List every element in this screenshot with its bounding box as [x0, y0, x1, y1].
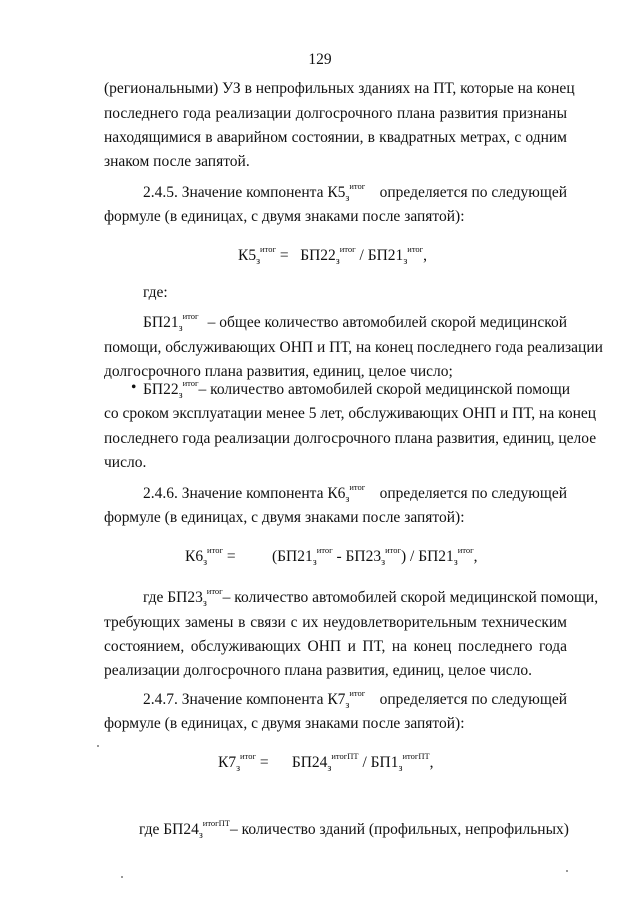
bullet-mark: •	[131, 379, 137, 396]
formula-k7: $К7_з^{итог}$ = $БП24_з^{итогПТ} / БП1_з^{итогПТ}$,	[218, 751, 434, 774]
paragraph-line: требующих замены в связи с их неудовлетворительным техническим	[104, 614, 567, 631]
paragraph-line: формуле (в единицах, с двумя знаками после запятой):	[104, 208, 465, 225]
paragraph-line: находящимися в аварийном состоянии, в квадратных метрах, с одним	[104, 129, 567, 146]
section-2-4-5-heading	[143, 183, 567, 205]
where-label: где:	[143, 284, 168, 301]
paragraph-line: состоянием, обслуживающих ОНП и ПТ, на конец последнего года	[104, 638, 567, 655]
paragraph-line: формуле (в единицах, с двумя знаками после запятой):	[104, 715, 465, 732]
paragraph-line: (региональными) УЗ в непрофильных зданиях на ПТ, которые на конец	[104, 80, 575, 97]
paragraph-line: реализации долгосрочного плана развития, единиц, целое число.	[104, 662, 533, 679]
section-2-4-7-heading: 2.4.7. Значение компонента $К7_з^{итог}$ определяется по следующей	[143, 688, 567, 711]
page-number: 129	[308, 51, 332, 68]
formula-k6-left: $К6_з^{итог}$ =	[185, 545, 236, 568]
definition-bp23: где $БП23_з^{итог}$ – количество автомобилей скорой медицинской помощи,	[143, 586, 599, 609]
definition-bp22: $БП22_з^{итог}$ – количество автомобилей скорой медицинской помощи	[143, 378, 570, 401]
scan-speck	[97, 745, 99, 747]
scan-speck	[566, 870, 568, 872]
section-2-4-6-heading: 2.4.6. Значение компонента $К6_з^{итог}$ определяется по следующей	[143, 482, 567, 505]
paragraph-line: число.	[104, 454, 147, 471]
heading-text: 2.4.5. Значение компонента $К5_з^{итог}$	[143, 181, 366, 204]
heading-text-tail: определяется по следующей	[379, 184, 567, 201]
paragraph-line: последнего года реализации долгосрочного плана развития, единиц, целое	[104, 430, 597, 447]
paragraph-line: последнего года реализации долгосрочного плана развития признаны	[104, 105, 567, 122]
paragraph-line: помощи, обслуживающих ОНП и ПТ, на конец последнего года реализации	[104, 339, 603, 356]
scan-speck	[121, 876, 123, 878]
formula-k5: $К5_з^{итог} = БП22_з^{итог} / БП21_з^{итог}$,	[238, 244, 428, 267]
formula-k6-right: $(БП21_з^{итог} - БП23_з^{итог}) / БП21_з^{итог}$,	[272, 545, 478, 568]
paragraph-line: формуле (в единицах, с двумя знаками после запятой):	[104, 509, 465, 526]
definition-bp21: $БП21_з^{итог}$ – общее количество автомобилей скорой медицинской	[143, 311, 567, 334]
definition-bp24: где $БП24_з^{итогПТ}$ – количество зданий (профильных, непрофильных)	[139, 818, 569, 841]
paragraph-line: со сроком эксплуатации менее 5 лет, обслуживающих ОНП и ПТ, на конец	[104, 405, 597, 422]
paragraph-line: долгосрочного плана развития, единиц, целое число;	[104, 363, 453, 380]
paragraph-line: знаком после запятой.	[104, 153, 250, 170]
